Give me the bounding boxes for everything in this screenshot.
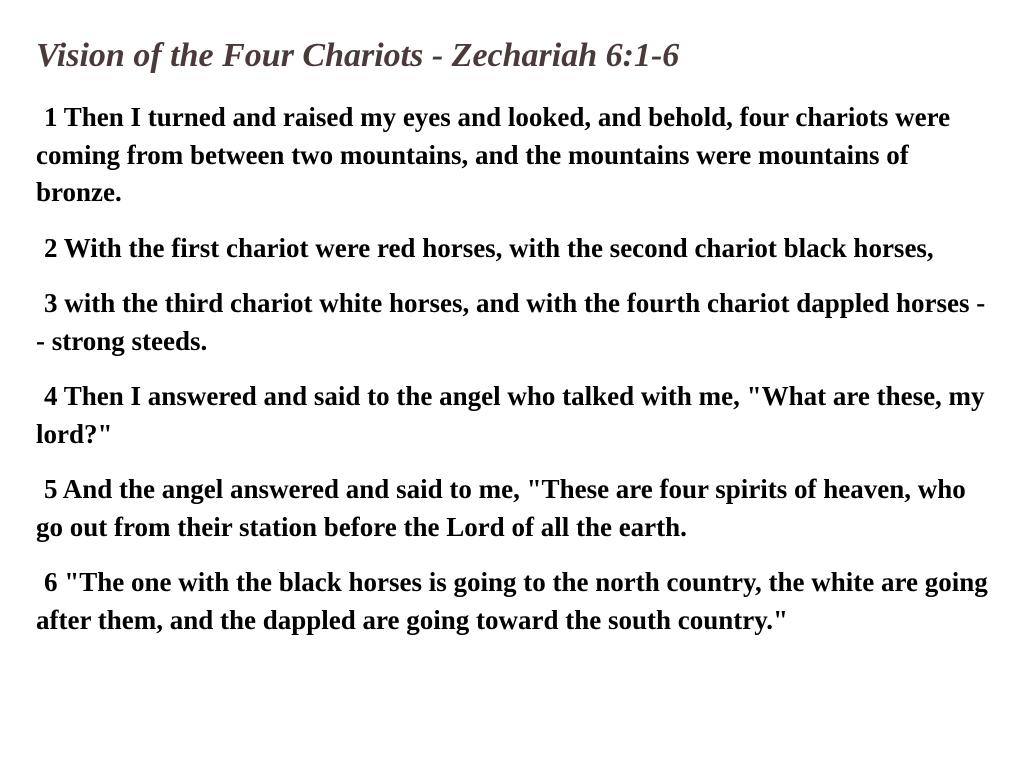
verse-text: with the third chariot white horses, and with the fourth chariot dappled horses -- strong steeds. [36,288,986,356]
verse-2 [36,230,988,268]
verse-list [36,99,988,657]
verse-text: Then I turned and raised my eyes and looked, and behold, four chariots were coming from between two mountains, and the mountains were mountains of bronze. [36,102,951,207]
verse-3 [36,285,988,360]
verse-6 [36,564,988,639]
slide-title: Vision of the Four Chariots - Zechariah 6:1-6 [36,37,680,74]
verse-number: 1 [44,102,58,132]
verse-text: Then I answered and said to the angel who talked with me, "What are these, my lord?" [36,381,985,449]
verse-1 [36,99,988,212]
verse-number: 6 [44,567,58,597]
verse-number: 2 [44,232,58,263]
verse-text: And the angel answered and said to me, "These are four spirits of heaven, who go out from their station before the Lord of all the earth. [36,474,966,542]
verse-5 [36,471,988,546]
verse-number: 3 [44,288,58,318]
verse-number: 5 [44,474,58,504]
verse-4 [36,378,988,453]
verse-text: With the first chariot were red horses, with the second chariot black horses, [63,232,934,263]
verse-number: 4 [44,381,58,411]
verse-text: "The one with the black horses is going to the north country, the white are going after them, and the dappled are going toward the south country." [36,567,988,635]
